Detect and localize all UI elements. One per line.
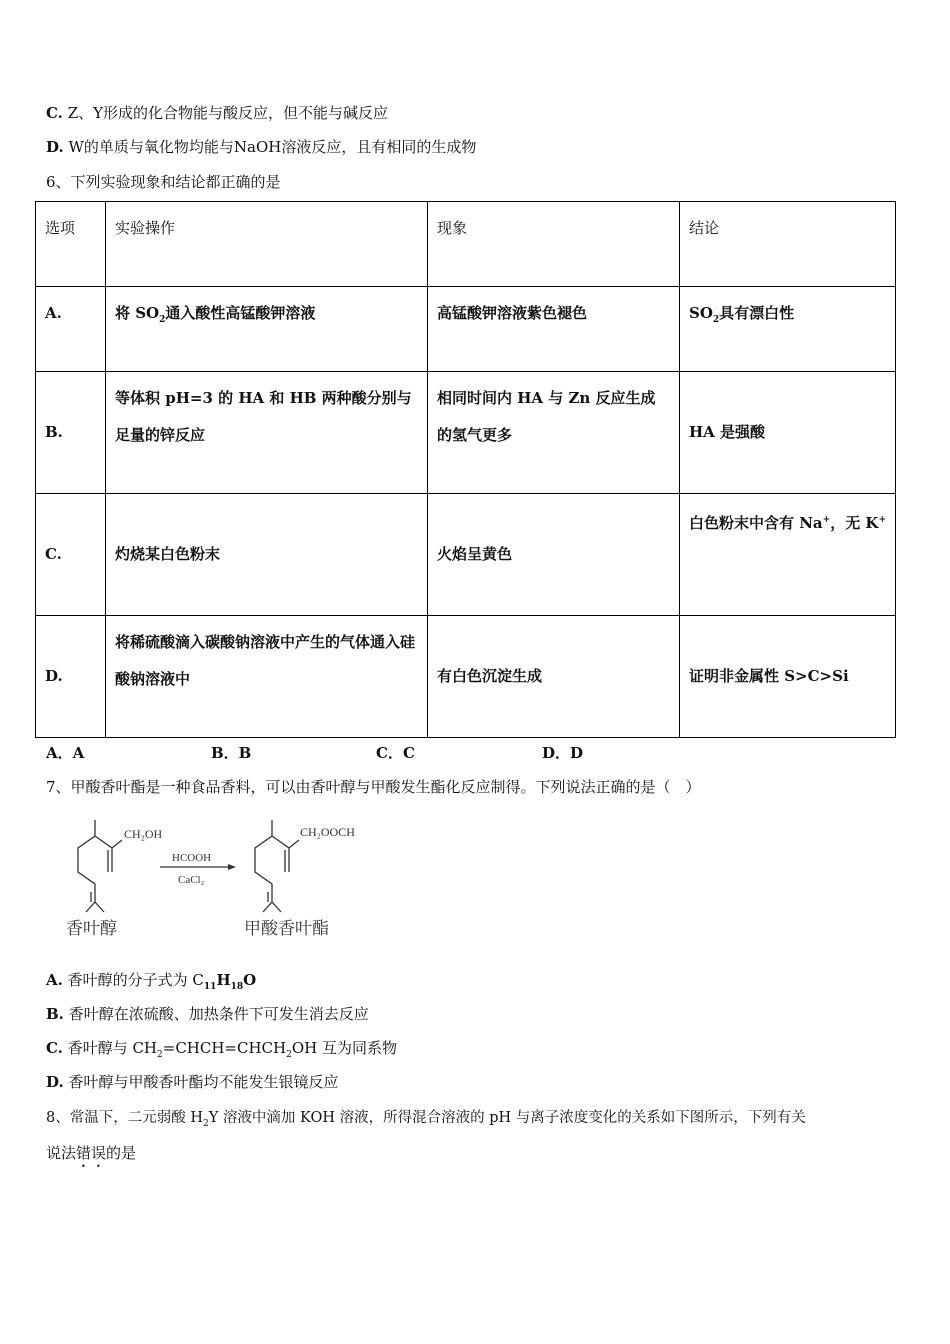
answer-choice-b[interactable]: B．B (211, 744, 252, 762)
q8-stem-line1: 8、常温下，二元弱酸 $H_2Y$ 溶液中滴加 KOH 溶液，所得混合溶液的 pH 与离子浓度变化的关系如下图所示，下列有关 (46, 1110, 806, 1129)
product-group-label: CH₂OOCH (300, 825, 355, 839)
row-conclusion: $SO_2$具有漂白性 (680, 287, 896, 372)
row-operation: 将稀硫酸滴入碳酸钠溶液中产生的气体通入硅酸钠溶液中 (106, 616, 428, 738)
row-phenomenon: 高锰酸钾溶液紫色褪色 (428, 287, 680, 372)
table-header-row (36, 202, 896, 287)
reactant-name: 香叶醇 (66, 919, 117, 939)
table-row (36, 616, 896, 738)
row-conclusion: 证明非金属性 S>C>Si (680, 616, 896, 738)
row-phenomenon: 有白色沉淀生成 (428, 616, 680, 738)
q8-stem-line2: 说法错误的是 (46, 1144, 137, 1162)
geraniol-structure (78, 820, 122, 912)
q7-option-a: A. 香叶醇的分子式为 $C_{11}H_{18}O$ (46, 971, 257, 992)
product-name: 甲酸香叶酯 (244, 919, 329, 939)
header-conclusion: 结论 (680, 202, 896, 287)
reagent-top: HCOOH (172, 852, 212, 864)
row-conclusion: 白色粉末中含有 Na+，无 K+ (680, 494, 896, 616)
row-phenomenon: 火焰呈黄色 (428, 494, 680, 616)
emphasis-text: 错误 (76, 1144, 107, 1162)
q7-stem: 7、甲酸香叶酯是一种食品香料，可以由香叶醇与甲酸发生酯化反应制得。下列说法正确的是（ ） (46, 778, 701, 796)
experiment-table (35, 201, 896, 738)
row-operation: 将 $SO_2$通入酸性高锰酸钾溶液 (106, 287, 428, 372)
table-row (36, 372, 896, 494)
q7-option-b: B. 香叶醇在浓硫酸、加热条件下可发生消去反应 (46, 1005, 369, 1023)
q6-stem: 6、下列实验现象和结论都正确的是 (46, 173, 281, 191)
row-option: D. (36, 616, 106, 738)
row-conclusion: HA 是强酸 (680, 372, 896, 494)
row-operation: 灼烧某白色粉末 (106, 494, 428, 616)
geranyl-formate-structure (255, 820, 299, 912)
row-option: C. (36, 494, 106, 616)
q7-option-c: C. 香叶醇与 $CH_2=CHCH=CHCH_2OH$ 互为同系物 (46, 1039, 398, 1060)
row-option: B. (36, 372, 106, 494)
row-phenomenon: 相同时间内 HA 与 Zn 反应生成的氢气更多 (428, 372, 680, 494)
esterification-scheme (60, 812, 390, 942)
q7-option-d: D. 香叶醇与甲酸香叶酯均不能发生银镜反应 (46, 1073, 339, 1091)
q5-option-d: D. W的单质与氧化物均能与NaOH溶液反应，且有相同的生成物 (46, 138, 477, 156)
header-option: 选项 (36, 202, 106, 287)
table-row (36, 287, 896, 372)
row-option: A. (36, 287, 106, 372)
answer-choice-c[interactable]: C．C (376, 744, 415, 762)
answer-choice-a[interactable]: A．A (46, 744, 85, 762)
row-operation: 等体积 pH=3 的 HA 和 HB 两种酸分别与足量的锌反应 (106, 372, 428, 494)
answer-choice-d[interactable]: D．D (542, 744, 584, 762)
header-operation: 实验操作 (106, 202, 428, 287)
header-phenomenon: 现象 (428, 202, 680, 287)
reaction-arrow (160, 864, 236, 870)
reagent-bottom: CaCl₂ (178, 874, 205, 886)
q5-option-c: C. Z、Y形成的化合物能与酸反应，但不能与碱反应 (46, 104, 389, 122)
table-row (36, 494, 896, 616)
reactant-group-label: CH₂OH (124, 827, 163, 841)
